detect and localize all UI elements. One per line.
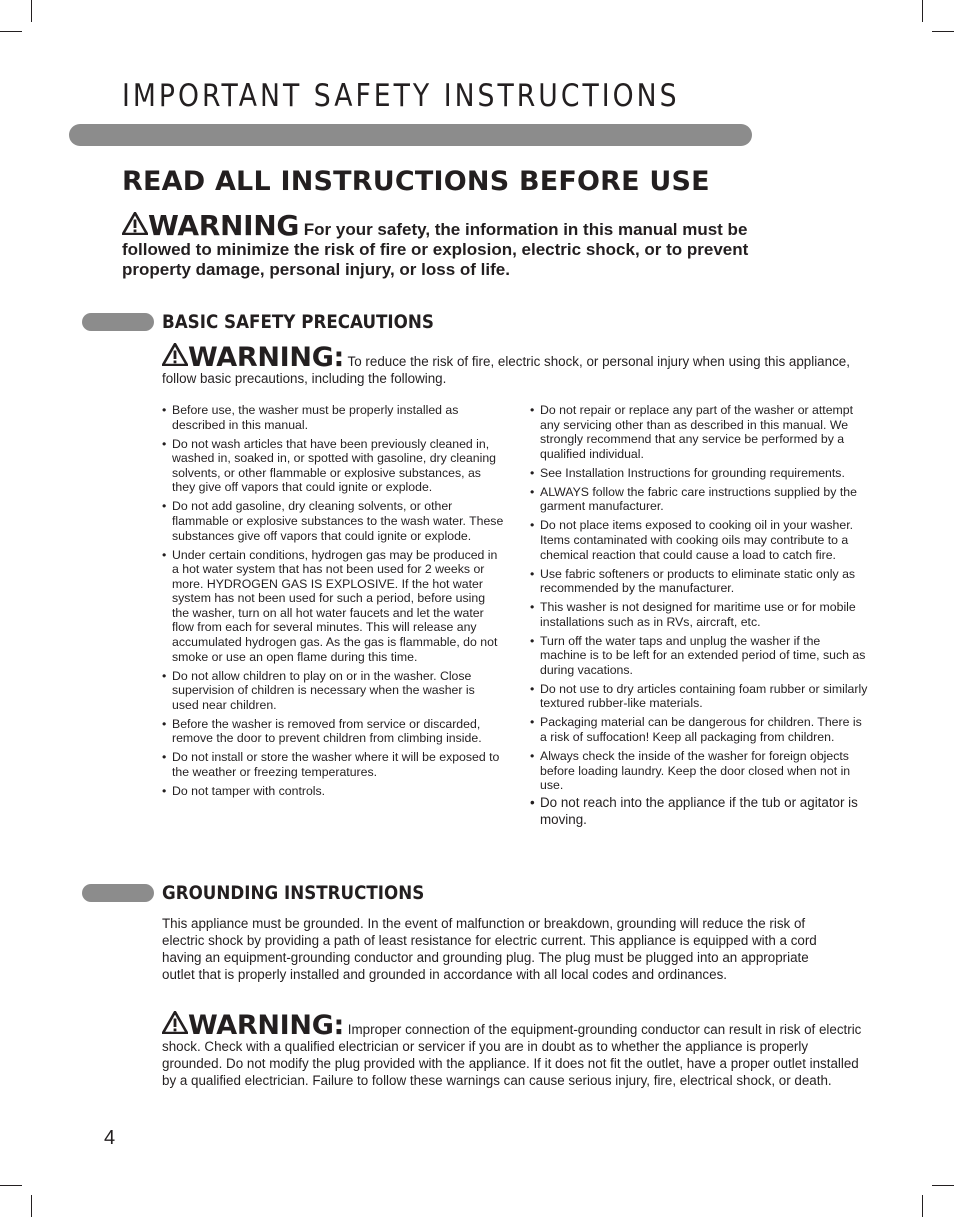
list-item: • Do not add gasoline, dry cleaning solvents, or other flammable or explosive substances to the wash water. These substances give off vapors that could ignite or explode. — [162, 499, 504, 543]
list-item: • Packaging material can be dangerous for children. There is a risk of suffocation! Keep all packaging from children. — [530, 715, 870, 744]
grounding-paragraph: This appliance must be grounded. In the event of malfunction or breakdown, grounding will reduce the risk of electric shock by providing a path of least resistance for electric current. This appliance is equipped with a cord having an equipment-grounding conductor and grounding plug. The plug must be plugged into an appropriate outlet that is properly installed and grounded in accordance with all local codes and ordinances. — [162, 916, 817, 982]
list-item: • Use fabric softeners or products to eliminate static only as recommended by the manufacturer. — [530, 567, 870, 596]
crop-mark — [922, 1195, 923, 1217]
crop-mark — [0, 1185, 22, 1186]
intro-warning-text: For your safety, the information in this manual must be followed to minimize the risk of fire or explosion, electric shock, or to prevent property damage, personal injury, or loss of life. — [122, 220, 749, 279]
crop-mark — [922, 0, 923, 22]
list-item: • Before use, the washer must be properly installed as described in this manual. — [162, 403, 504, 432]
page-title: IMPORTANT SAFETY INSTRUCTIONS — [122, 78, 680, 114]
list-item: • Do not tamper with controls. — [162, 784, 504, 799]
crop-mark — [932, 1185, 954, 1186]
section-marker — [82, 884, 154, 902]
intro-warning — [122, 209, 812, 280]
title-bar — [69, 124, 752, 146]
crop-mark — [31, 1195, 32, 1217]
warning-label: WARNING: — [188, 1010, 345, 1041]
list-item: • See Installation Instructions for grounding requirements. — [530, 466, 870, 481]
crop-mark — [932, 31, 954, 32]
precautions-list-right — [530, 403, 870, 833]
basic-warning-text: To reduce the risk of fire, electric shock, or personal injury when using this appliance, follow basic precautions, including the following. — [162, 354, 850, 386]
grounding-title: GROUNDING INSTRUCTIONS — [162, 882, 425, 904]
crop-mark — [0, 31, 22, 32]
list-item: • Do not reach into the appliance if the tub or agitator is moving. — [530, 795, 870, 828]
list-item: • This washer is not designed for maritime use or for mobile installations such as in RVs, aircraft, etc. — [530, 600, 870, 629]
crop-mark — [31, 0, 32, 22]
warning-triangle-icon — [162, 1011, 188, 1034]
list-item: • Do not allow children to play on or in the washer. Close supervision of children is necessary when the washer is used near children. — [162, 669, 504, 713]
main-heading: READ ALL INSTRUCTIONS BEFORE USE — [122, 166, 710, 197]
warning-label: WARNING — [148, 209, 300, 242]
precautions-list-left — [162, 403, 504, 803]
section-marker — [82, 313, 154, 331]
page-number: 4 — [104, 1127, 116, 1149]
list-item: • Under certain conditions, hydrogen gas may be produced in a hot water system that has not been used for 2 weeks or more. HYDROGEN GAS IS EXPLOSIVE. If the hot water system has not been used for such a period, before using the washer, turn on all hot water faucets and let the water flow from each for several minutes. This will release any accumulated hydrogen gas. As the gas is flammable, do not smoke or use an open flame during this time. — [162, 548, 504, 665]
list-item: • Turn off the water taps and unplug the washer if the machine is to be left for an extended period of time, such as during vacations. — [530, 634, 870, 678]
warning-label: WARNING: — [188, 342, 345, 373]
grounding-warning — [162, 1011, 862, 1089]
list-item: • Do not wash articles that have been previously cleaned in, washed in, soaked in, or spotted with gasoline, dry cleaning solvents, or other flammable or explosive substances, as they give off vapors that could ignite or explode. — [162, 437, 504, 495]
list-item: • Do not place items exposed to cooking oil in your washer. Items contaminated with cooking oils may contribute to a chemical reaction that could cause a load to catch fire. — [530, 518, 870, 562]
list-item: • ALWAYS follow the fabric care instructions supplied by the garment manufacturer. — [530, 485, 870, 514]
basic-safety-title: BASIC SAFETY PRECAUTIONS — [162, 311, 434, 333]
warning-triangle-icon — [122, 212, 148, 235]
list-item: • Always check the inside of the washer for foreign objects before loading laundry. Keep the door closed when not in use. — [530, 749, 870, 793]
grounding-warning-text: Improper connection of the equipment-grounding conductor can result in risk of electric shock. Check with a qualified electrician or servicer if you are in doubt as to whether the appliance is properly grounded. Do not modify the plug provided with the appliance. If it does not fit the outlet, have a proper outlet installed by a qualified electrician. Failure to follow these warnings can cause serious injury, fire, electrical shock, or death. — [162, 1022, 862, 1088]
warning-triangle-icon — [162, 343, 188, 366]
list-item: • Do not repair or replace any part of the washer or attempt any servicing other than as described in this manual. We strongly recommend that any service be performed by a qualified individual. — [530, 403, 870, 461]
list-item: • Do not install or store the washer where it will be exposed to the weather or freezing temperatures. — [162, 750, 504, 779]
list-item: • Before the washer is removed from service or discarded, remove the door to prevent children from climbing inside. — [162, 717, 504, 746]
basic-warning — [162, 343, 862, 387]
list-item: • Do not use to dry articles containing foam rubber or similarly textured rubber-like materials. — [530, 682, 870, 711]
